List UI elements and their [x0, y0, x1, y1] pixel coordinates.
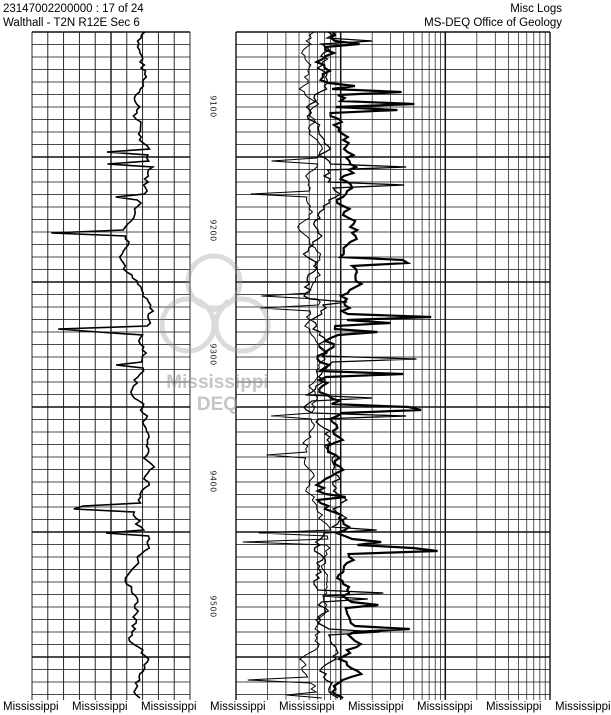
header-record-id: 23147002200000 : 17 of 24	[3, 3, 144, 15]
header-location: Walthall - T2N R12E Sec 6	[3, 17, 140, 29]
footer-label: Mississippi	[348, 701, 404, 713]
footer-watermark-strip	[0, 701, 611, 715]
watermark-text-deq: DEQ	[196, 394, 239, 415]
mdeq-logo-watermark	[162, 256, 268, 351]
footer-label: Mississippi	[72, 701, 128, 713]
depth-label: 9300	[208, 343, 218, 366]
footer-label: Mississippi	[3, 701, 59, 713]
footer-label: Mississippi	[486, 701, 542, 713]
footer-label: Mississippi	[555, 701, 611, 713]
header-agency: MS-DEQ Office of Geology	[424, 17, 562, 29]
footer-label: Mississippi	[279, 701, 335, 713]
header-log-type: Misc Logs	[510, 3, 562, 15]
depth-label: 9100	[208, 95, 218, 118]
depth-label: 9200	[208, 219, 218, 242]
footer-label: Mississippi	[210, 701, 266, 713]
depth-label: 9400	[208, 470, 218, 493]
left-track-grid	[32, 32, 190, 700]
depth-label: 9500	[208, 595, 218, 618]
footer-label: Mississippi	[417, 701, 473, 713]
right-track-grid	[236, 32, 550, 700]
watermark-text-mississippi: Mississippi	[166, 372, 269, 393]
footer-label: Mississippi	[141, 701, 197, 713]
